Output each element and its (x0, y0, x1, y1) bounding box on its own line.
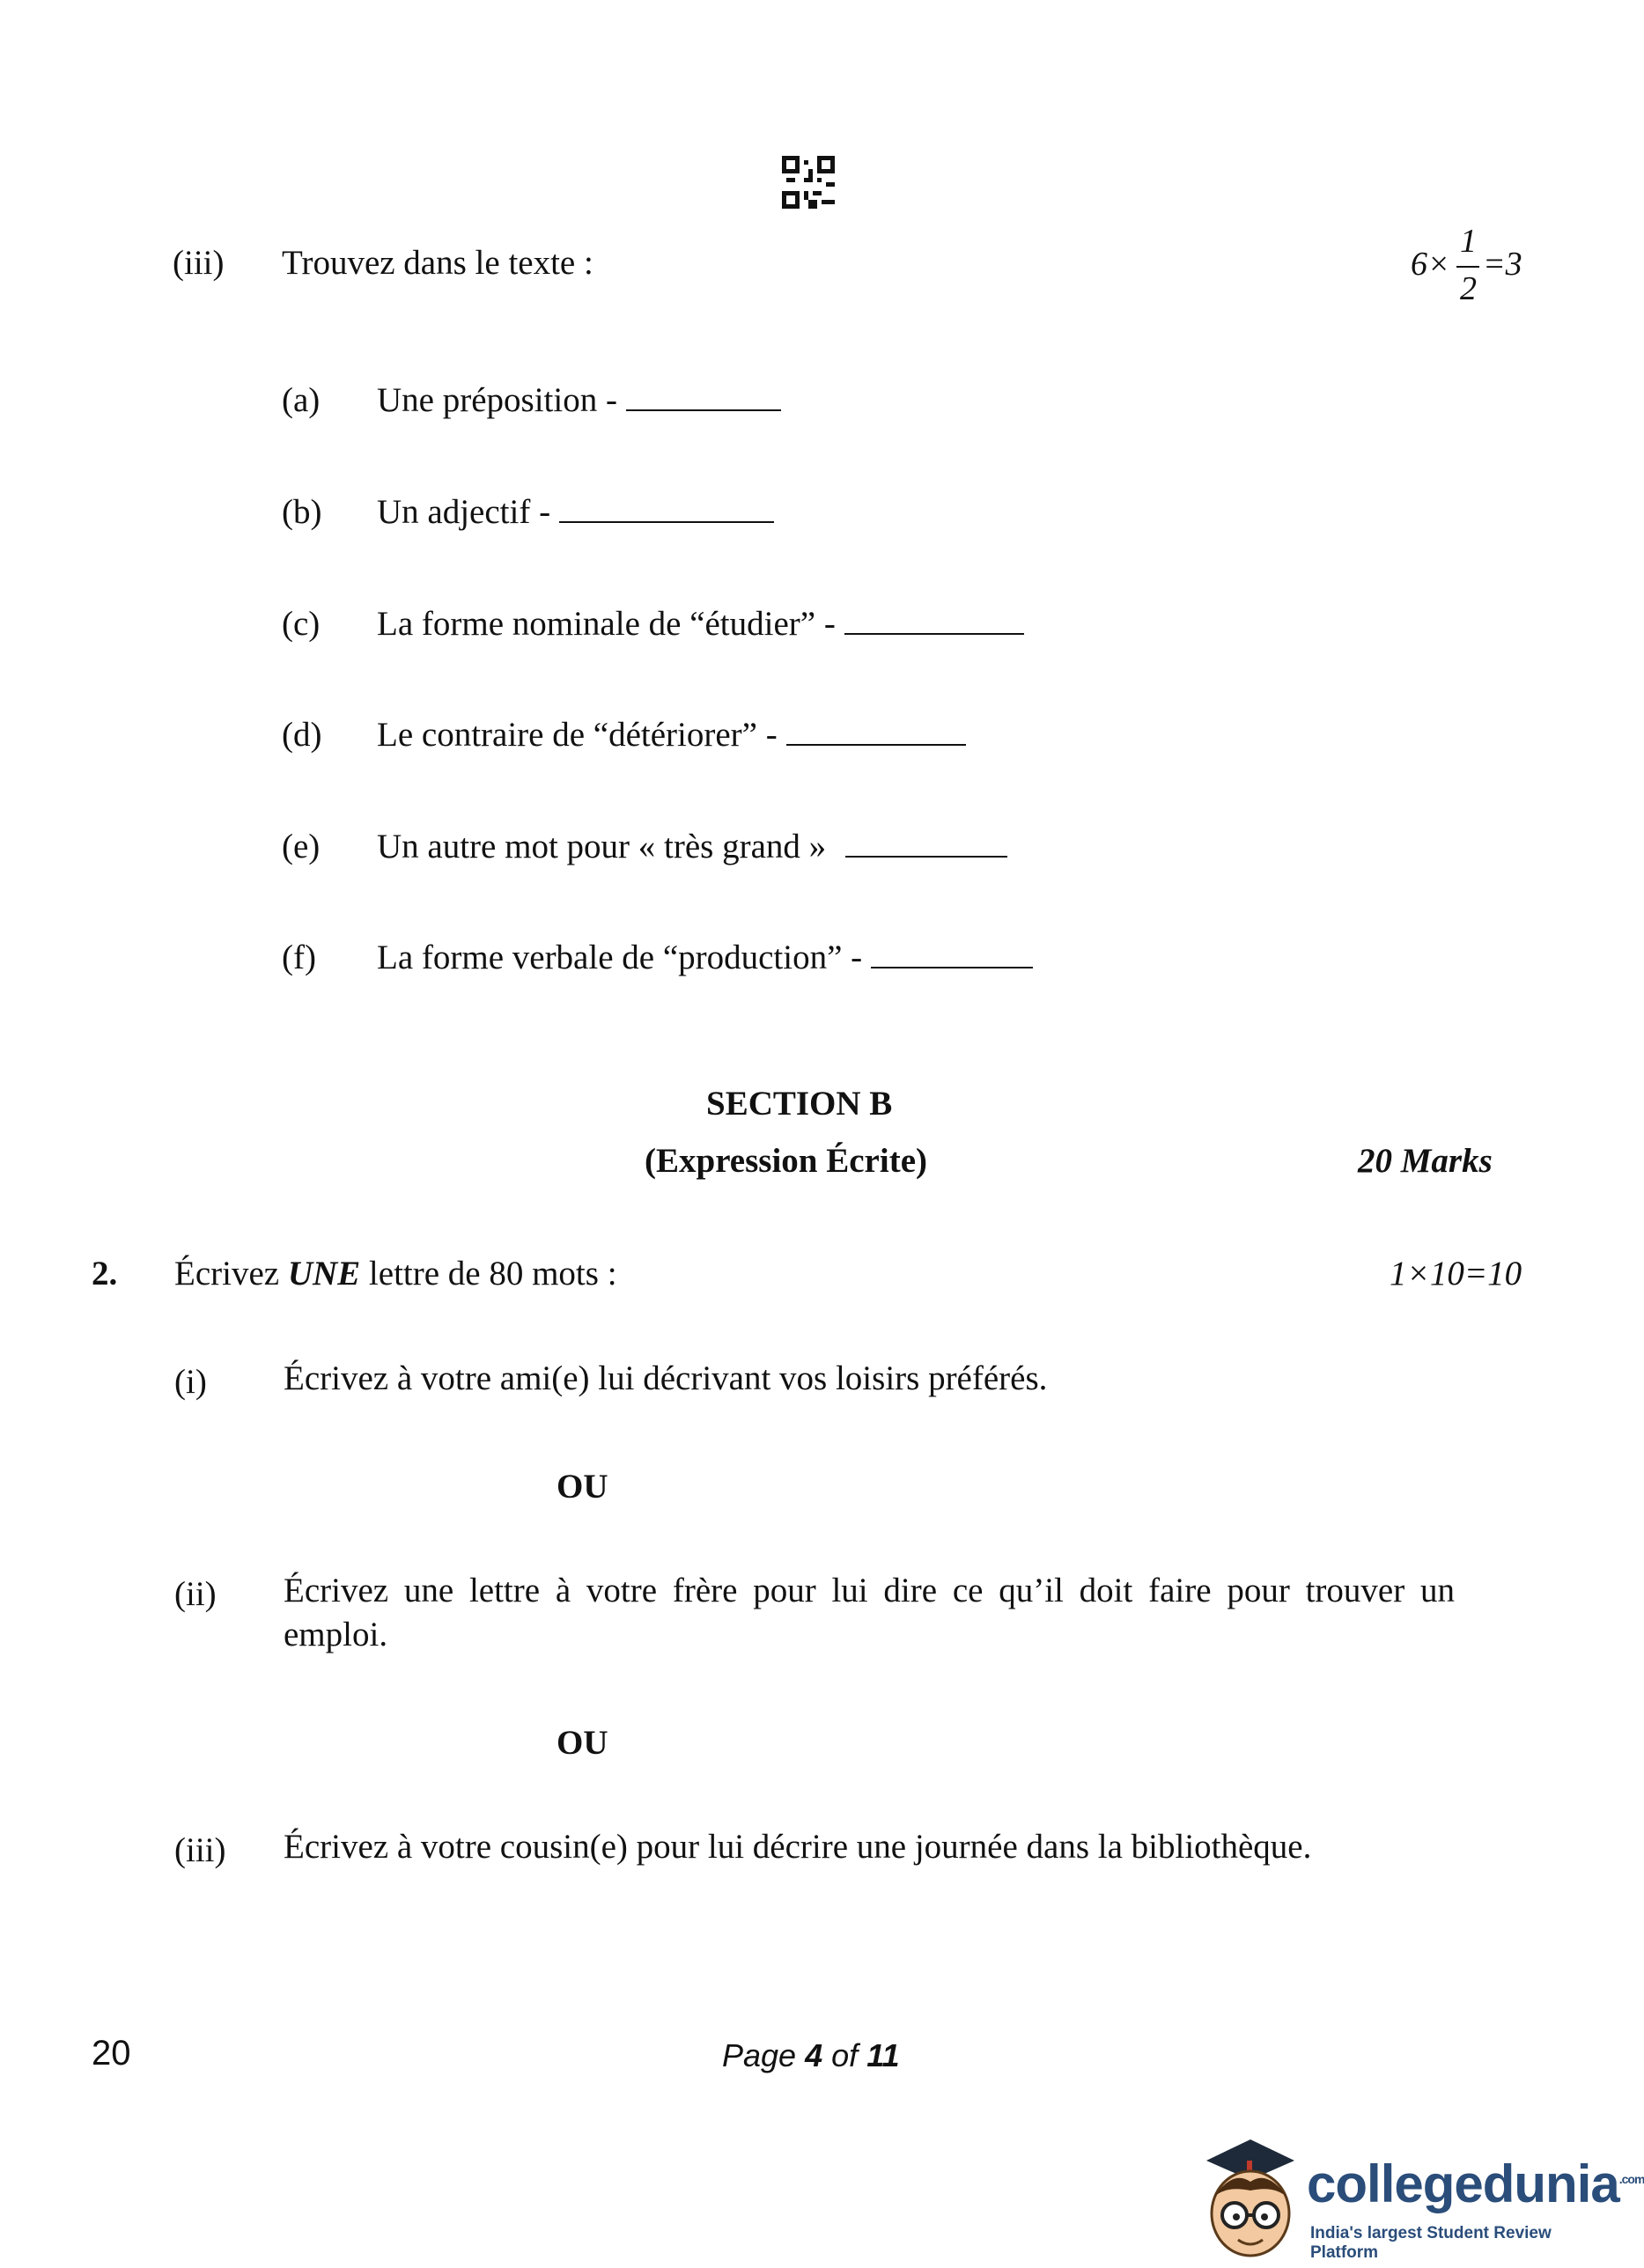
item-text: La forme nominale de “étudier” - (377, 605, 836, 643)
mascot-icon (1198, 2139, 1303, 2263)
prompt-before: Écrivez (174, 1255, 280, 1292)
option-number-i: (i) (174, 1363, 207, 1401)
question-2-prompt (174, 1254, 617, 1293)
collegedunia-logo (1198, 2139, 1644, 2263)
fraction-bar (1456, 266, 1479, 268)
marks-fraction (1411, 222, 1543, 310)
question-2-marks: 1×10=10 (1390, 1255, 1522, 1292)
item-text-b (377, 492, 774, 532)
page-prefix: Page (722, 2037, 797, 2073)
section-title: SECTION B (706, 1085, 893, 1123)
answer-blank[interactable] (559, 495, 774, 523)
marks-suffix: =3 (1483, 246, 1522, 283)
section-marks: 20 Marks (1358, 1142, 1493, 1180)
option-number-iii: (iii) (174, 1831, 226, 1869)
answer-blank[interactable] (845, 829, 1007, 858)
item-text: La forme verbale de “production” - (377, 939, 863, 976)
logo-tagline: India's largest Student Review Platform (1310, 2224, 1552, 2262)
item-text: Le contraire de “détériorer” - (377, 716, 778, 754)
logo-suffix: .com (1618, 2172, 1644, 2186)
logo-wordmark (1307, 2154, 1644, 2214)
item-label-b: (b) (282, 493, 322, 531)
option-text-i: Écrivez à votre ami(e) lui décrivant vos loisirs préférés. (284, 1359, 1048, 1397)
item-text-e (377, 827, 1007, 866)
or-separator: OU (557, 1724, 608, 1762)
item-text-f (377, 938, 1033, 977)
question-prompt: Trouvez dans le texte : (282, 244, 593, 282)
item-text: Une préposition - (377, 381, 617, 419)
page-of: of (831, 2037, 859, 2073)
page-total: 11 (866, 2037, 900, 2073)
section-subtitle: (Expression Écrite) (645, 1142, 927, 1180)
item-label-d: (d) (282, 716, 322, 754)
prompt-after: lettre de 80 mots : (368, 1255, 617, 1292)
item-text: Un adjectif - (377, 493, 551, 531)
marks-denominator: 2 (1460, 270, 1477, 307)
answer-blank[interactable] (871, 940, 1033, 968)
answer-blank[interactable] (786, 718, 966, 746)
marks-prefix: 6× (1411, 246, 1450, 283)
page-current: 4 (805, 2037, 823, 2073)
item-label-e: (e) (282, 828, 321, 865)
item-label-f: (f) (282, 939, 316, 976)
item-text-a (377, 380, 781, 420)
prompt-emphasis: UNE (287, 1255, 361, 1292)
answer-blank[interactable] (844, 607, 1024, 635)
item-text-c (377, 604, 1024, 644)
option-text-ii: Écrivez une lettre à votre frère pour lui dire ce qu’il doit faire pour trouver un emploi. (284, 1572, 1455, 1653)
item-text-d (377, 715, 966, 755)
or-separator: OU (557, 1468, 608, 1506)
option-number-ii: (ii) (174, 1575, 217, 1613)
item-label-a: (a) (282, 381, 321, 419)
paper-code: 20 (92, 2034, 131, 2073)
qr-code (782, 156, 835, 209)
item-label-c: (c) (282, 605, 321, 643)
item-text: Un autre mot pour « très grand » (377, 828, 827, 865)
page-indicator (722, 2037, 900, 2074)
question-2-number: 2. (92, 1255, 118, 1292)
question-number: (iii) (173, 244, 225, 282)
option-text-iii: Écrivez à votre cousin(e) pour lui décrire une journée dans la bibliothèque. (284, 1828, 1312, 1866)
answer-blank[interactable] (626, 383, 781, 411)
marks-numerator: 1 (1460, 223, 1477, 260)
logo-name: collegedunia (1307, 2154, 1619, 2213)
